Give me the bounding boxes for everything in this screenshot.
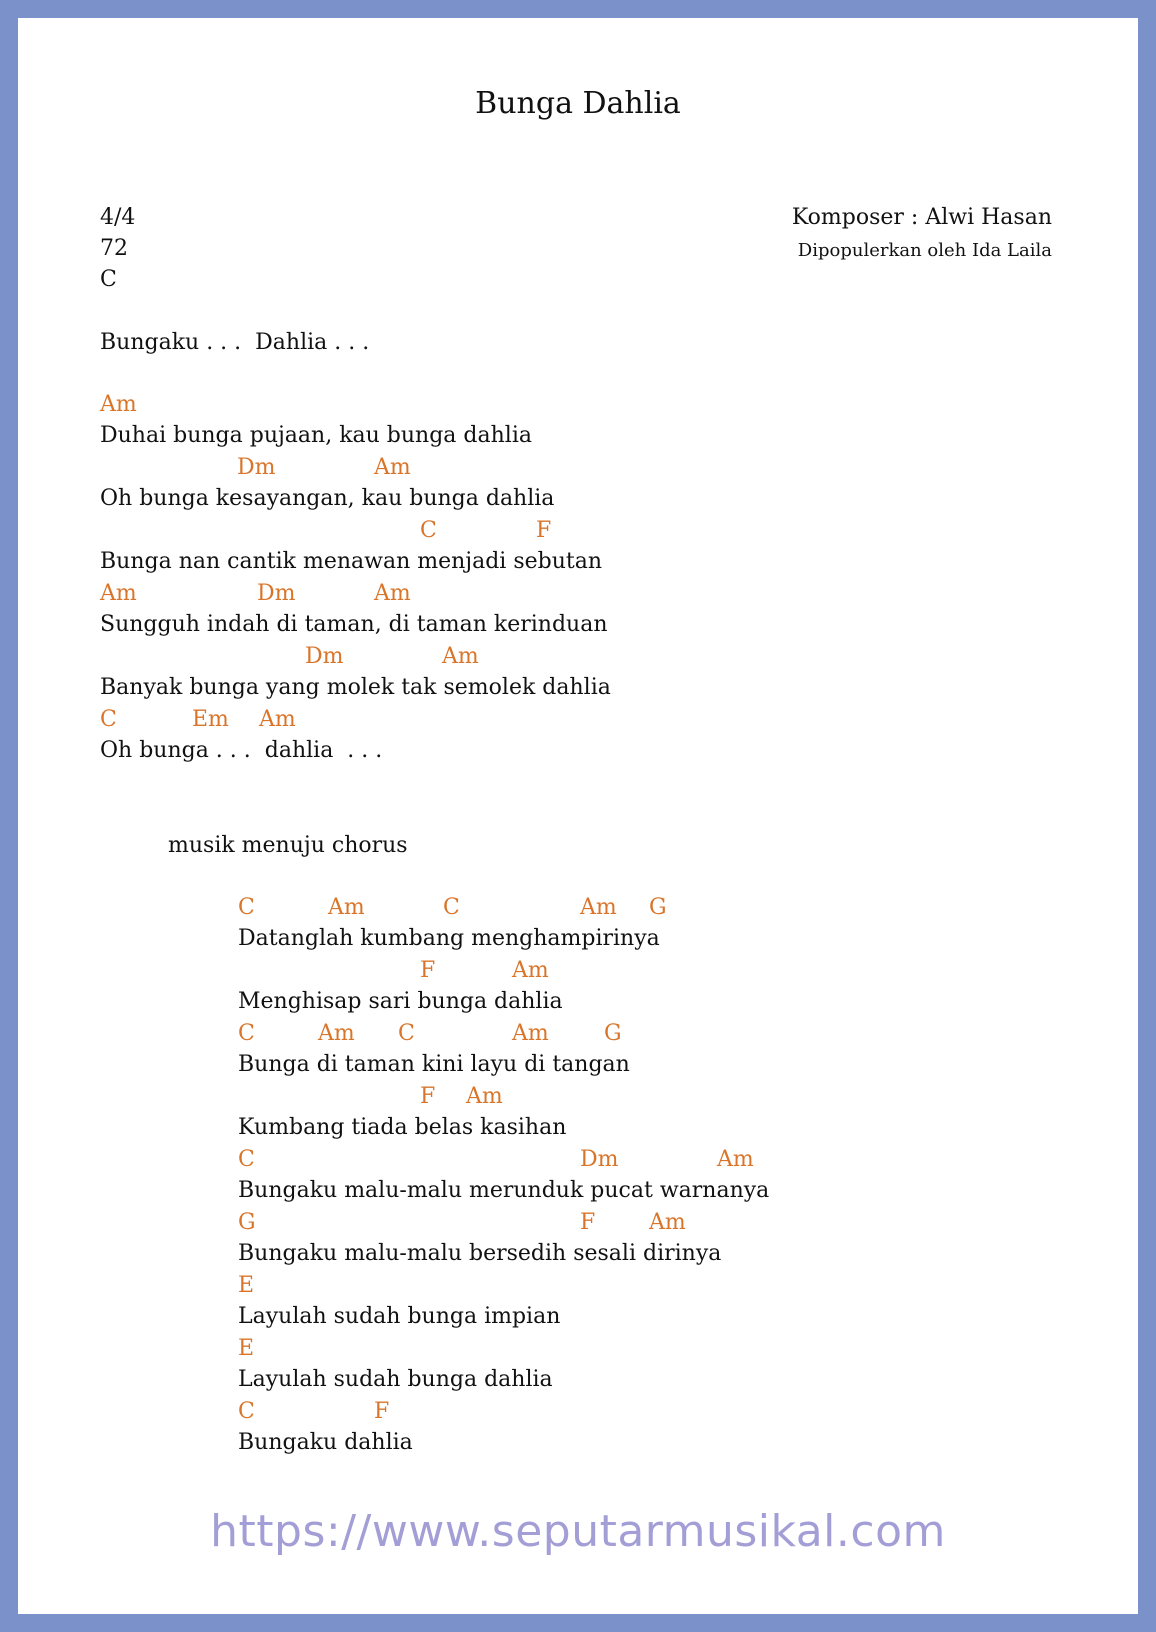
lyric-line: Duhai bunga pujaan, kau bunga dahlia: [100, 423, 532, 448]
lyric-line: Oh bunga kesayangan, kau bunga dahlia: [100, 486, 555, 511]
chord: G: [238, 1210, 256, 1235]
chord: Am: [512, 958, 549, 983]
chord: Am: [328, 895, 365, 920]
chord: Dm: [580, 1147, 619, 1172]
chord: C: [100, 707, 117, 732]
song-title: Bunga Dahlia: [475, 86, 681, 121]
chord: Am: [100, 581, 137, 606]
chord: F: [420, 958, 436, 983]
time-signature: 4/4: [100, 205, 136, 230]
lyric-line: Oh bunga . . . dahlia . . .: [100, 738, 383, 763]
chord: Dm: [257, 581, 296, 606]
chord: C: [238, 895, 255, 920]
chord: Am: [259, 707, 296, 732]
lyric-line: Bunga nan cantik menawan menjadi sebutan: [100, 549, 603, 574]
chord: F: [536, 518, 552, 543]
chord: Am: [649, 1210, 686, 1235]
chord: G: [649, 895, 667, 920]
chord: C: [238, 1021, 255, 1046]
key: C: [100, 267, 117, 292]
chord: Dm: [305, 644, 344, 669]
chord: Dm: [237, 455, 276, 480]
chord: F: [374, 1399, 390, 1424]
chord: E: [238, 1336, 255, 1361]
interlude-note: musik menuju chorus: [168, 833, 408, 858]
lyric-line: Banyak bunga yang molek tak semolek dahlia: [100, 675, 611, 700]
lyric-line: Menghisap sari bunga dahlia: [238, 989, 563, 1014]
chord: Em: [192, 707, 229, 732]
chord: F: [580, 1210, 596, 1235]
intro-line: Bungaku . . . Dahlia . . .: [100, 330, 370, 355]
chord: G: [604, 1021, 622, 1046]
chord: Am: [717, 1147, 754, 1172]
lyric-line: Bunga di taman kini layu di tangan: [238, 1052, 630, 1077]
lyric-line: Kumbang tiada belas kasihan: [238, 1115, 567, 1140]
lyric-line: Bungaku dahlia: [238, 1430, 413, 1455]
chord: Am: [318, 1021, 355, 1046]
chord: C: [238, 1147, 255, 1172]
chord: Am: [580, 895, 617, 920]
watermark-url: https://www.seputarmusikal.com: [210, 1506, 946, 1557]
composer: Komposer : Alwi Hasan: [791, 205, 1052, 230]
popularized-by: Dipopulerkan oleh Ida Laila: [797, 240, 1052, 261]
chord: C: [398, 1021, 415, 1046]
chord: Am: [374, 581, 411, 606]
chord: C: [238, 1399, 255, 1424]
chord: Am: [466, 1084, 503, 1109]
chord: E: [238, 1273, 255, 1298]
lyric-line: Layulah sudah bunga impian: [238, 1304, 561, 1329]
chord: C: [443, 895, 460, 920]
chord: Am: [374, 455, 411, 480]
lyric-line: Bungaku malu-malu bersedih sesali dirinya: [238, 1241, 722, 1266]
lyric-line: Datanglah kumbang menghampirinya: [238, 926, 660, 951]
tempo: 72: [100, 236, 128, 261]
chord: Am: [442, 644, 479, 669]
lyric-line: Layulah sudah bunga dahlia: [238, 1367, 553, 1392]
chord: Am: [100, 392, 137, 417]
lyric-line: Sungguh indah di taman, di taman kerinduan: [100, 612, 608, 637]
chord: F: [420, 1084, 436, 1109]
lyric-line: Bungaku malu-malu merunduk pucat warnanya: [238, 1178, 770, 1203]
chord: C: [420, 518, 437, 543]
chord: Am: [512, 1021, 549, 1046]
